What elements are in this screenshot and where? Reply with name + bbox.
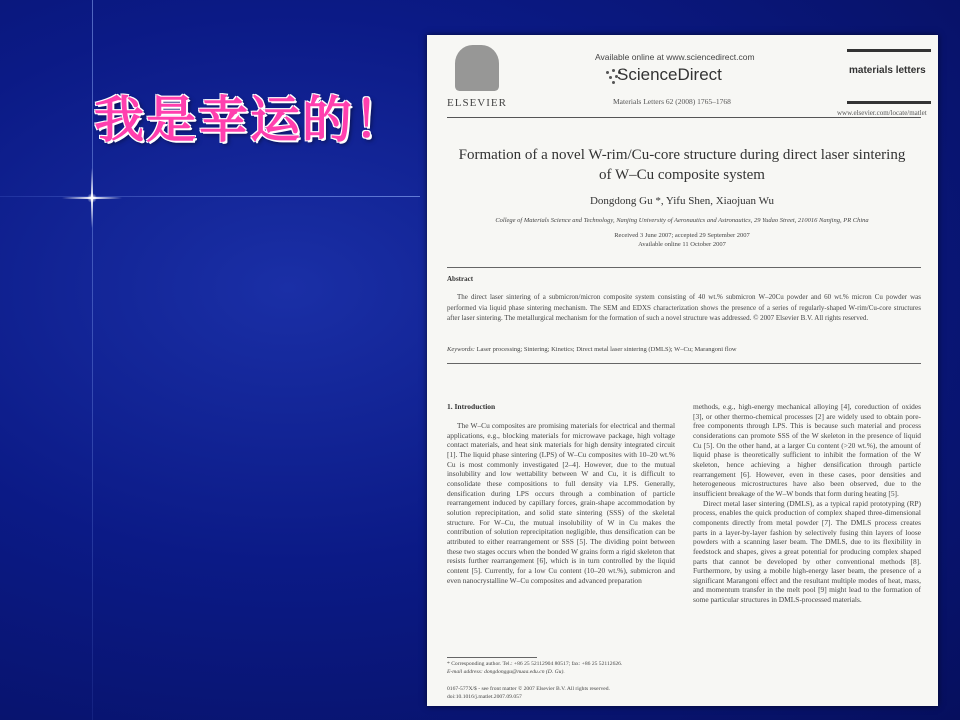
header-rule	[847, 101, 931, 104]
copyright-block	[447, 685, 677, 701]
article-affiliation: College of Materials Science and Technology, Nanjing University of Aeronautics and Astronautics, 29 Yudao Street, 210016 Nanjing, PR China	[495, 217, 869, 224]
paragraph: methods, e.g., high-energy mechanical alloying [4], coreduction of oxides [3], or other thermo-chemical processes [2] are widely used to obtain pore-free components through LPS. This is because such material and process considerations can promote SSS of the W skeleton in the presence of liquid Cu [5]. On the other hand, at a larger Cu content (>20 wt.%), the amount of liquid phase is theoretically sufficient to inhibit the formation of the W skeleton, hence achieving a higher densification through particle rearrangement [6]. However, even in these cases, poor densities and heterogeneous microstructures have also been observed, due to the insufficient breakage of the W–W bonds that form during heating [5].	[693, 402, 921, 498]
received-date: Received 3 June 2007; accepted 29 September 2007	[614, 232, 750, 239]
article-title: Formation of a novel W-rim/Cu-core structure during direct laser sintering of W–Cu composite system	[458, 147, 906, 183]
header-divider	[447, 117, 921, 118]
section-heading: 1. Introduction	[447, 402, 496, 411]
sparkle-icon	[62, 168, 122, 228]
available-date: Available online 11 October 2007	[638, 241, 726, 248]
footnote	[447, 660, 677, 676]
footnote-email: E-mail address: dongdonggu@nuaa.edu.cn (D. Gu).	[447, 669, 565, 675]
header-rule	[847, 49, 931, 52]
paragraph: Direct metal laser sintering (DMLS), as a typical rapid prototyping (RP) process, enables the quick production of complex shaped three-dimensional components directly from metal powder [7]. The DMLS process creates parts in a layer-by-layer fashion by selectively fusing thin layers of loose powders with a scanning laser beam. The DMLS, due to its flexibility in feedstock and shapes, gives a great potential for producing complex shaped parts that cannot be developed by other conventional methods [8]. Furthermore, by using a mobile high-energy laser beam, the presence of a significant Marangoni effect and the resultant multiple modes of heat, mass, and momentum transfer in the melt pool [9] might lead to the formation of some particular structures in DMLS-processed materials.	[693, 498, 921, 605]
copyright-line: 0167-577X/$ - see front matter © 2007 Elsevier B.V. All rights reserved.	[447, 686, 610, 692]
column-right	[693, 402, 921, 605]
keywords	[447, 346, 921, 353]
journal-url: www.elsevier.com/locate/matlet	[837, 109, 927, 117]
paragraph: The W–Cu composites are promising materials for electrical and thermal applications, e.g., blocking materials for microwave package, high voltage contact materials, and heat sink materials for high density integrated circuit [1]. The liquid phase sintering (LPS) of W–Cu composites with 10–20 wt.% Cu is most commonly investigated [2–4]. However, due to the mutual insolubility and low wettability between W and Cu, it is difficult to consolidate these compositions to full density via LPS. Generally, densification during LPS occurs through a combination of particle rearrangement induced by capillary forces, grain-shape accommodation by solution reprecipitation, and solid state sintering (SSS) of the skeletal structure. For W–Cu, the mutual insolubility of W in Cu makes the contribution of solution reprecipitation negligible, thus densification can be attributed to either rearrangement or SSS [5]. The dividing point between these two stages occurs when the bonded W grains form a rigid skeleton that resists further rearrangement [6], which is in turn controlled by the liquid content [5]. Currently, for a low Cu content (10–20 wt.%), submicron and even nanocrystalline W–Cu composites and advanced preparation	[447, 421, 675, 585]
sciencedirect-logo: ScienceDirect	[617, 65, 722, 84]
keywords-list: Laser processing; Sintering; Kinetics; Direct metal laser sintering (DMLS); W–Cu; Marangoni flow	[476, 346, 737, 353]
paper-image	[427, 35, 938, 706]
article-authors: Dongdong Gu *, Yifu Shen, Xiaojuan Wu	[589, 195, 775, 207]
decorative-vertical-line	[92, 0, 93, 720]
footnote-corresponding: * Corresponding author. Tel.: +86 25 52112904 80517; fax: +86 25 52112626.	[447, 661, 623, 667]
abstract-top-rule	[447, 267, 921, 268]
publisher-name: ELSEVIER	[447, 97, 507, 109]
available-online-text: Available online at www.sciencedirect.com	[595, 52, 755, 62]
slide-title: 我是幸运的！	[94, 91, 406, 149]
abstract-text: The direct laser sintering of a submicron/micron composite system consisting of 40 wt.% submicron W–20Cu powder and 60 wt.% micron Cu powder was performed via liquid phase sintering mechanism. The SEM and EDXS characterization shows the presence of a series of regularly-shaped W-rim/Cu-core structures after laser sintering. The metallurgical mechanism for the formation of such a novel structure was addressed. © 2007 Elsevier B.V. All rights reserved.	[447, 293, 921, 322]
journal-name: materials letters	[849, 65, 926, 76]
abstract-heading: Abstract	[447, 275, 474, 283]
doi-line: doi:10.1016/j.matlet.2007.09.057	[447, 694, 522, 700]
abstract-bottom-rule	[447, 363, 921, 364]
footnote-rule	[447, 657, 537, 658]
elsevier-tree-icon	[455, 45, 499, 91]
journal-reference: Materials Letters 62 (2008) 1765–1768	[613, 97, 731, 106]
elsevier-logo	[447, 45, 507, 113]
keywords-label: Keywords:	[447, 346, 475, 353]
column-left	[447, 421, 675, 585]
article-dates	[457, 231, 907, 249]
